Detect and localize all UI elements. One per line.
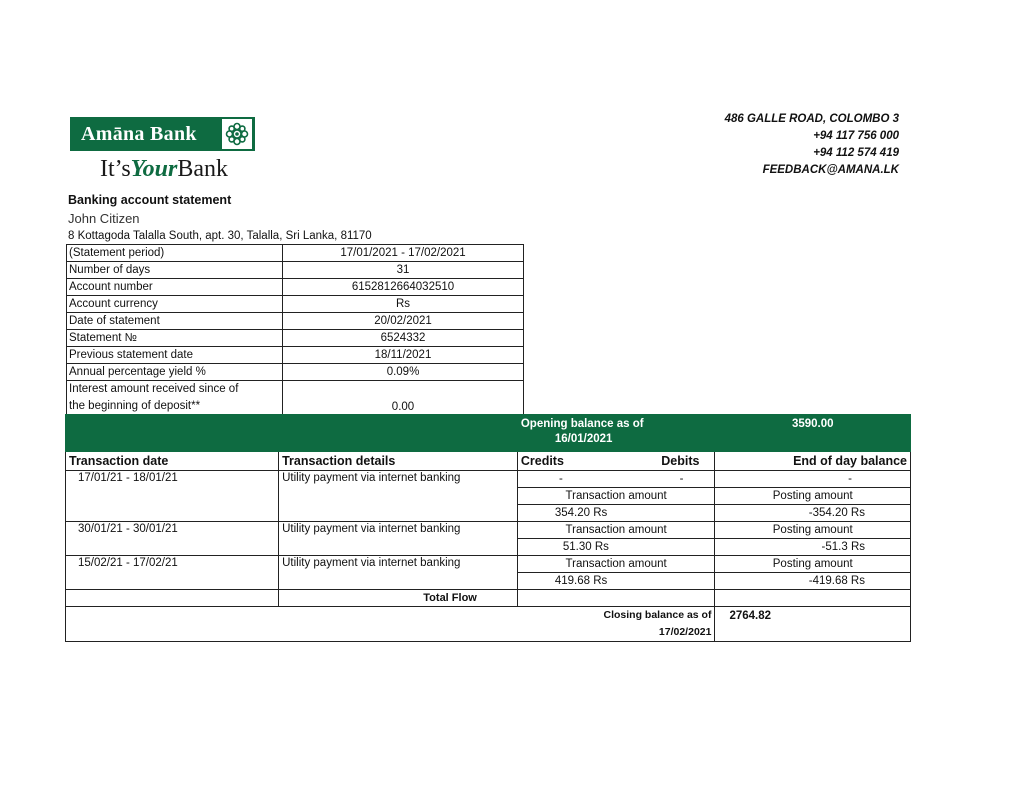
opening-balance-value: 3590.00 xyxy=(715,415,911,452)
posting-amount-label: Posting amount xyxy=(715,522,911,539)
info-row: Account currency Rs xyxy=(67,296,524,313)
info-row: Number of days 31 xyxy=(67,262,524,279)
closing-balance-label: Closing balance as of 17/02/2021 xyxy=(66,607,715,642)
contact-block xyxy=(725,111,899,179)
header-transaction-date: Transaction date xyxy=(66,452,279,471)
transaction-date: 15/02/21 - 17/02/21 xyxy=(66,556,279,590)
transaction-amount: 419.68 Rs xyxy=(517,573,715,590)
total-flow-row xyxy=(66,590,911,607)
transaction-details: Utility payment via internet banking xyxy=(279,522,518,556)
closing-balance-value: 2764.82 xyxy=(715,607,911,642)
interest-label-line-1: Interest amount received since of xyxy=(69,383,239,395)
account-holder-name: John Citizen xyxy=(68,211,140,226)
transaction-amount: 51.30 Rs xyxy=(517,539,715,556)
posting-amount: -51.3 Rs xyxy=(715,539,911,556)
flower-emblem-icon xyxy=(222,119,252,149)
posting-amount-label: Posting amount xyxy=(715,556,911,573)
header-debits: Debits xyxy=(661,453,700,468)
posting-amount: -419.68 Rs xyxy=(715,573,911,590)
info-row: Previous statement date 18/11/2021 xyxy=(67,347,524,364)
transaction-date: 17/01/21 - 18/01/21 xyxy=(66,471,279,522)
debits-value: - xyxy=(679,472,684,485)
header-credits: Credits xyxy=(520,453,564,468)
contact-phone-1: +94 117 756 000 xyxy=(813,130,899,142)
transaction-amount: 354.20 Rs xyxy=(517,505,715,522)
balance-value: - xyxy=(715,471,911,488)
account-holder-address: 8 Kottagoda Talalla South, apt. 30, Talalla, Sri Lanka, 81170 xyxy=(68,230,372,242)
statement-info-table xyxy=(66,244,524,416)
info-row: Account number 6152812664032510 xyxy=(67,279,524,296)
posting-amount: -354.20 Rs xyxy=(715,505,911,522)
contact-email: FEEDBACK@AMANA.LK xyxy=(762,164,899,176)
interest-row xyxy=(67,381,524,416)
statement-title: Banking account statement xyxy=(68,193,232,207)
bank-name: Amāna Bank xyxy=(81,122,197,145)
info-row: Statement № 6524332 xyxy=(67,330,524,347)
transaction-amount-label: Transaction amount xyxy=(517,522,715,539)
transaction-date: 30/01/21 - 30/01/21 xyxy=(66,522,279,556)
interest-label-line-2: the beginning of deposit** xyxy=(69,400,201,412)
contact-address: 486 GALLE ROAD, COLOMBO 3 xyxy=(724,113,899,125)
bank-tagline: It’sYourBank xyxy=(100,156,229,182)
opening-balance-label: Opening balance as of 16/01/2021 xyxy=(517,415,715,452)
info-row: Date of statement 20/02/2021 xyxy=(67,313,524,330)
transaction-details: Utility payment via internet banking xyxy=(279,556,518,590)
transaction-amount-label: Transaction amount xyxy=(517,556,715,573)
bank-logo xyxy=(70,117,255,151)
interest-value: 0.00 xyxy=(283,381,524,416)
header-transaction-details: Transaction details xyxy=(279,452,518,471)
table-row xyxy=(66,522,911,539)
info-row: Annual percentage yield % 0.09% xyxy=(67,364,524,381)
opening-balance-row xyxy=(66,415,911,452)
contact-phone-2: +94 112 574 419 xyxy=(813,147,899,159)
table-header-row xyxy=(66,452,911,471)
transaction-details: Utility payment via internet banking xyxy=(279,471,518,522)
credits-value: - xyxy=(558,472,563,485)
posting-amount-label: Posting amount xyxy=(715,488,911,505)
info-row: (Statement period) 17/01/2021 - 17/02/2021 xyxy=(67,245,524,262)
table-row xyxy=(66,471,911,488)
transaction-amount-label: Transaction amount xyxy=(517,488,715,505)
total-flow-label: Total Flow xyxy=(279,590,518,607)
tagline-your: Your xyxy=(130,156,178,182)
transactions-table xyxy=(65,414,911,642)
closing-balance-row xyxy=(66,607,911,642)
header-end-of-day-balance: End of day balance xyxy=(715,452,911,471)
table-row xyxy=(66,556,911,573)
